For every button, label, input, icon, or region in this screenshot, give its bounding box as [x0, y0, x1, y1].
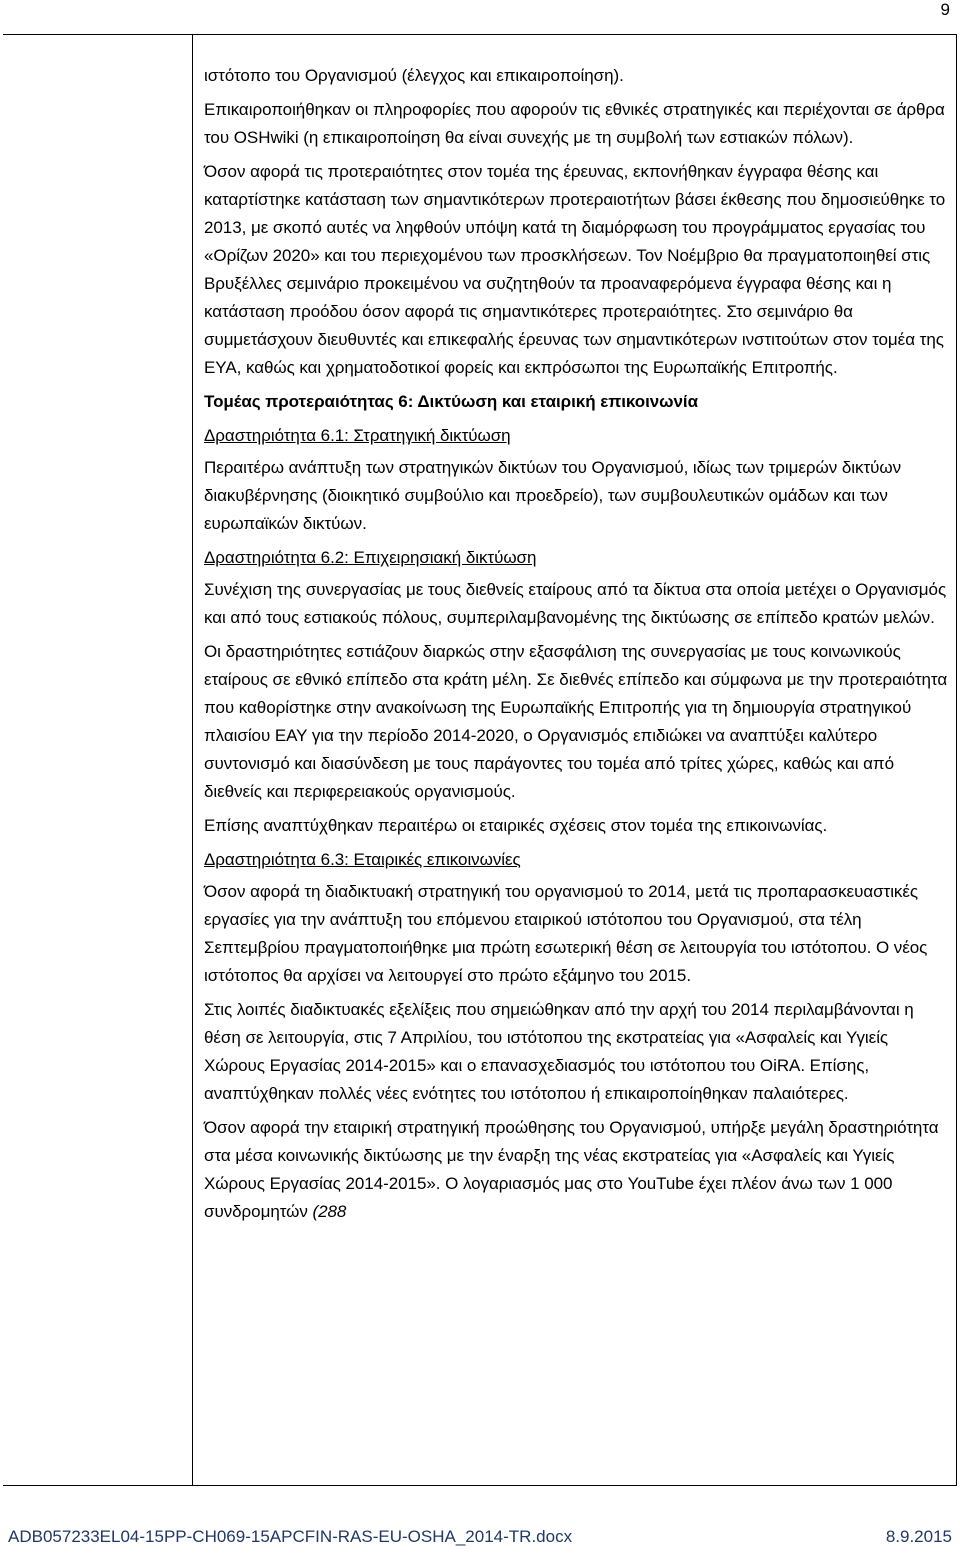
paragraph: Στις λοιπές διαδικτυακές εξελίξεις που σημειώθηκαν από την αρχή του 2014 περιλαμβάνονται η θέση σε λειτουργία, στις 7 Απριλίου, του ιστότοπου της εκστρατείας για «Ασφαλείς και Υγιείς Χώρους Εργασίας 2014-2015» και ο επανασχεδιασμός του ιστότοπου του OiRA. Επίσης, αναπτύχθηκαν πολλές νέες ενότητες του ιστότοπου ή επικαιροποίηθηκαν παλαιότερες.: [204, 1000, 914, 1103]
footer-date: 8.9.2015: [885, 1527, 952, 1546]
paragraph: Όσον αφορά τη διαδικτυακή στρατηγική του οργανισμού το 2014, μετά τις προπαρασκευαστικές εργασίες για την ανάπτυξη του επόμενου εταιρικού ιστότοπου του Οργανισμού, στα τέλη Σεπτεμβρίου πραγματοποιήθηκε μια πρώτη εσωτερική θέση σε λειτουργία του ιστότοπου. Ο νέος ιστότοπος θα αρχίσει να λειτουργεί στο πρώτο εξάμηνο του 2015.: [204, 882, 928, 985]
paragraph-text: Όσον αφορά την εταιρική στρατηγική προώθησης του Οργανισμού, υπήρξε μεγάλη δραστηριότητα στα μέσα κοινωνικής δικτύωσης με την έναρξη της νέας εκστρατείας για «Ασφαλείς και Υγιείς Χώρους Εργασίας 2014-2015». Ο λογαριασμός μας στο YouTube έχει πλέον άνω των 1 000 συνδρομητών: [204, 1118, 939, 1221]
page-number: 9: [940, 0, 950, 19]
paragraph: Επικαιροποιήθηκαν οι πληροφορίες που αφορούν τις εθνικές στρατηγικές και περιέχονται σε άρθρα του OSHwiki (η επικαιροποίηση θα είναι συνεχής με τη συμβολή των εστιακών πόλων).: [204, 100, 945, 147]
activity-heading-6-1: Δραστηριότητα 6.1: Στρατηγική δικτύωση: [204, 426, 511, 445]
footer-document-id: ADB057233EL04-15PP-CH069-15APCFIN-RAS-EU-OSHA_2014-TR.docx: [8, 1527, 573, 1546]
activity-heading-6-3: Δραστηριότητα 6.3: Εταιρικές επικοινωνίες: [204, 850, 521, 869]
paragraph: Όσον αφορά τις προτεραιότητες στον τομέα της έρευνας, εκπονήθηκαν έγγραφα θέσης και καταρτίστηκε κατάσταση των σημαντικότερων προτεραιοτήτων βάσει έκθεσης που δημοσιεύθηκε το 2013, με σκοπό αυτές να ληφθούν υπόψη κατά τη διαμόρφωση του προγράμματος εργασίας του «Ορίζων 2020» και του περιεχομένου των προσκλήσεων. Τον Νοέμβριο θα πραγματοποιηθεί στις Βρυξέλλες σεμινάριο προκειμένου να συζητηθούν τα προαναφερόμενα έγγραφα θέσης και η κατάσταση προόδου όσον αφορά τις σημαντικότερες προτεραιότητες. Στο σεμινάριο θα συμμετάσχουν διευθυντές και επικεφαλής έρευνας των σημαντικότερων ινστιτούτων στον τομέα της ΕΥΑ, καθώς και χρηματοδοτικοί φορείς και εκπρόσωποι της Ευρωπαϊκής Επιτροπής.: [204, 162, 946, 377]
paragraph: [204, 1114, 949, 1226]
column-divider: [192, 35, 193, 1485]
paragraph: Οι δραστηριότητες εστιάζουν διαρκώς στην εξασφάλιση της συνεργασίας με τους κοινωνικούς εταίρους σε εθνικό επίπεδο στα κράτη μέλη. Σε διεθνές επίπεδο και σύμφωνα με την προτεραιότητα που καθορίστηκε στην ανακοίνωση της Ευρωπαϊκής Επιτροπής για τη δημιουργία στρατηγικού πλαισίου ΕΑΥ για την περίοδο 2014-2020, ο Οργανισμός επιδιώκει να αναπτύξει καλύτερο συντονισμό και διασύνδεση με τους παράγοντες του τομέα από τρίτες χώρες, καθώς και από διεθνείς και περιφερειακούς οργανισμούς.: [204, 642, 948, 801]
paragraph-italic-tail: (288: [312, 1202, 347, 1221]
section-heading: Τομέας προτεραιότητας 6: Δικτύωση και εταιρική επικοινωνία: [204, 392, 698, 411]
paragraph: Συνέχιση της συνεργασίας με τους διεθνείς εταίρους από τα δίκτυα στα οποία μετέχει ο Οργανισμός και από τους εστιακούς πόλους, συμπεριλαμβανομένης της δικτύωσης σε επίπεδο κρατών μελών.: [204, 580, 947, 627]
paragraph: Περαιτέρω ανάπτυξη των στρατηγικών δικτύων του Οργανισμού, ιδίως των τριμερών δικτύων διακυβέρνησης (διοικητικό συμβούλιο και προεδρείο), των συμβουλευτικών ομάδων και των ευρωπαϊκών δικτύων.: [204, 458, 902, 533]
paragraph: Επίσης αναπτύχθηκαν περαιτέρω οι εταιρικές σχέσεις στον τομέα της επικοινωνίας.: [204, 816, 828, 835]
paragraph: ιστότοπο του Οργανισμού (έλεγχος και επικαιροποίηση).: [204, 66, 624, 85]
document-body: [204, 62, 949, 1232]
activity-heading-6-2: Δραστηριότητα 6.2: Επιχειρησιακή δικτύωση: [204, 548, 537, 567]
